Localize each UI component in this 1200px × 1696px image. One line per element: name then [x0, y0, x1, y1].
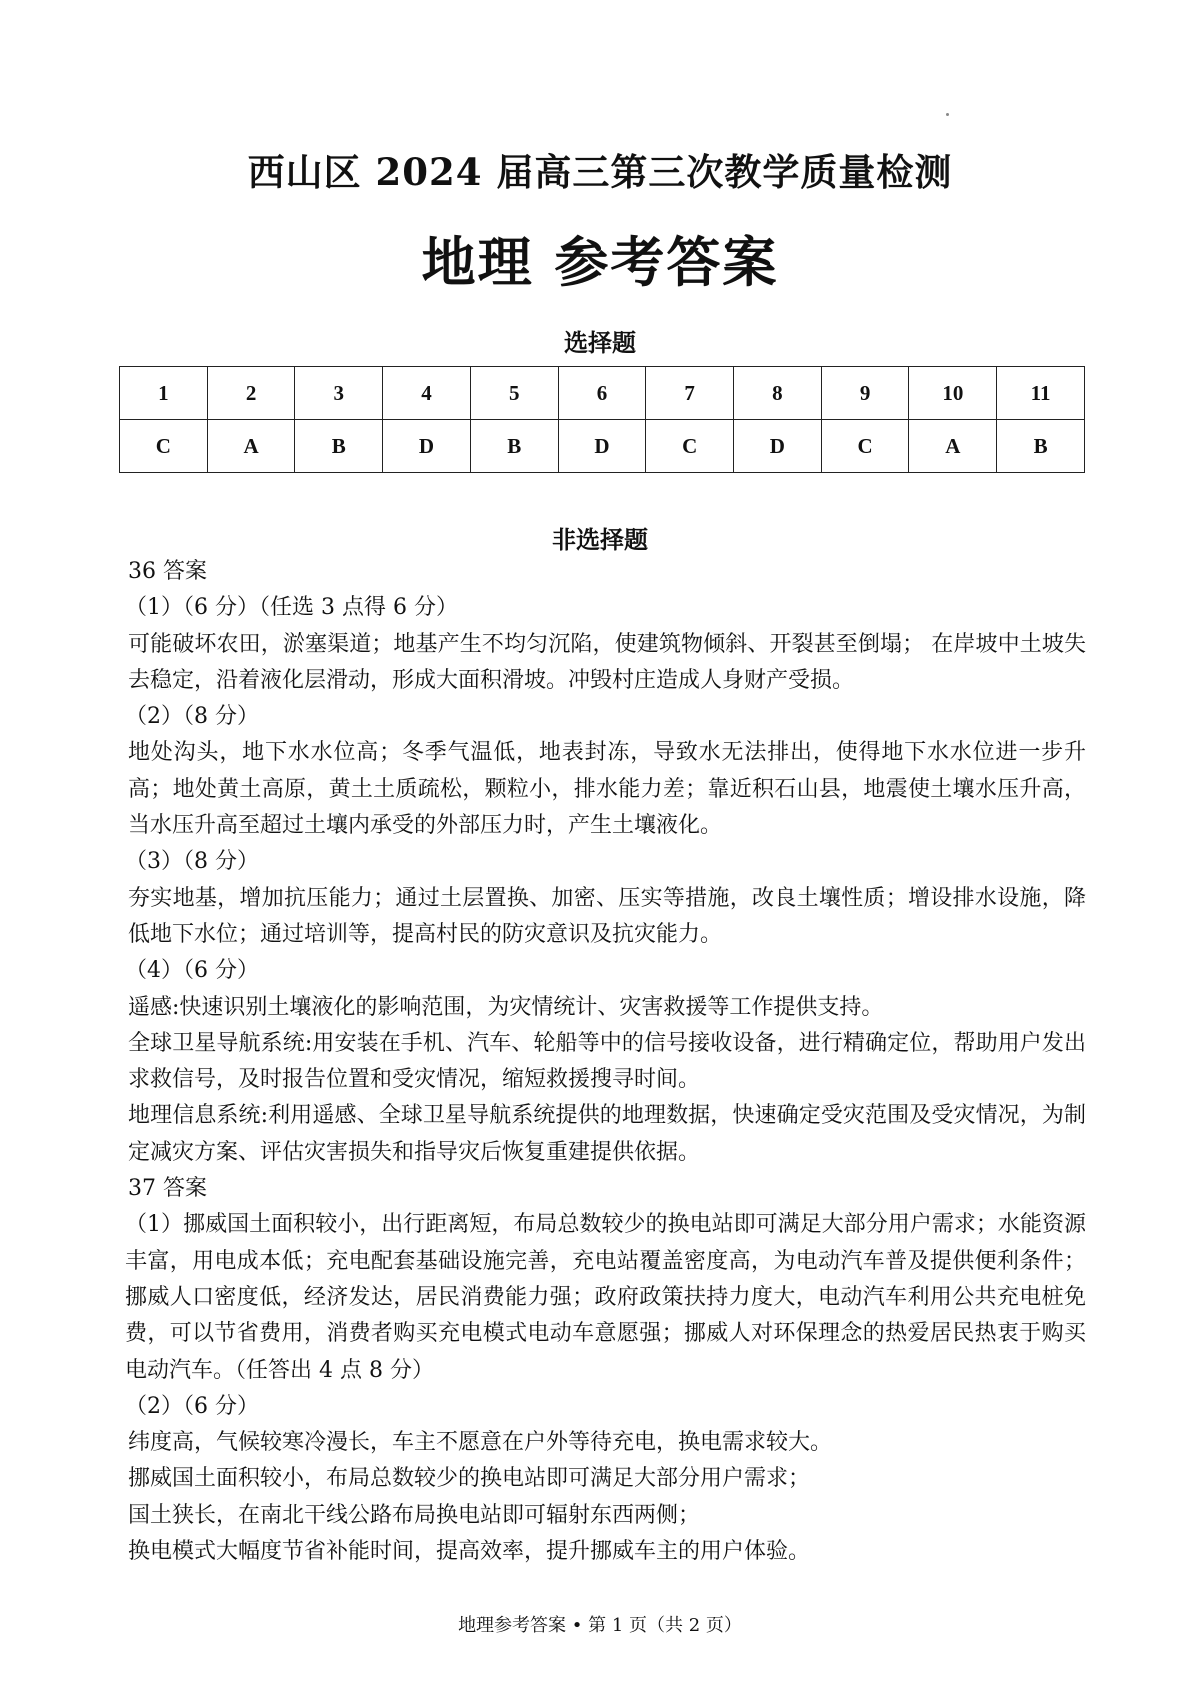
answer-cell: C — [646, 420, 734, 473]
exam-title: 西山区 2024 届高三第三次教学质量检测 — [247, 150, 953, 194]
answer-cell: C — [821, 420, 909, 473]
answer-cell: A — [909, 420, 997, 473]
answer-cell: A — [207, 420, 295, 473]
answer-cell: D — [734, 420, 822, 473]
answer-paragraph: 可能破坏农田，淤塞渠道；地基产生不均匀沉陷，使建筑物倾斜、开裂甚至倒塌； 在岸坡中土坡失去稳定，沿着液化层滑动，形成大面积滑坡。冲毁村庄造成人身财产受损。 — [128, 631, 1086, 693]
answer-paragraph: 遥感:快速识别土壤液化的影响范围，为灾情统计、灾害救援等工作提供支持。 — [128, 994, 884, 1020]
sub-question-heading: （1）（6 分）（任选 3 点得 6 分） — [125, 595, 458, 621]
question-number: 4 — [383, 367, 471, 420]
answer-paragraph: 地理信息系统:利用遥感、全球卫星导航系统提供的地理数据，快速确定受灾范围及受灾情况，为制定减灾方案、评估灾害损失和指导灾后恢复重建提供依据。 — [128, 1103, 1086, 1165]
multiple-choice-answer-table — [119, 366, 1085, 473]
sub-question-heading: （2）（6 分） — [125, 1393, 259, 1419]
answer-paragraph: 国土狭长，在南北干线公路布局换电站即可辐射东西两侧； — [128, 1502, 701, 1528]
answer-cell: D — [558, 420, 646, 473]
question-number: 5 — [470, 367, 558, 420]
question-number-row — [120, 367, 1085, 420]
page-footer: 地理参考答案 • 第 1 页（共 2 页） — [458, 1615, 742, 1636]
question-heading: 37 答案 — [128, 1176, 207, 1202]
subject-title: 地理 参考答案 — [421, 230, 779, 294]
question-number: 1 — [120, 367, 208, 420]
answer-cell: B — [997, 420, 1085, 473]
answer-paragraph: 地处沟头，地下水水位高；冬季气温低，地表封冻，导致水无法排出，使得地下水水位进一步升高；地处黄土高原，黄土土质疏松，颗粒小，排水能力差；靠近积石山县，地震使土壤水压升高，当水压升高至超过土壤内承受的外部压力时，产生土壤液化。 — [128, 740, 1086, 839]
question-number: 6 — [558, 367, 646, 420]
sub-question-heading: （2）（8 分） — [125, 704, 259, 730]
question-number: 7 — [646, 367, 734, 420]
answer-cell: D — [383, 420, 471, 473]
answer-cell: B — [470, 420, 558, 473]
question-number: 11 — [997, 367, 1085, 420]
answer-row — [120, 420, 1085, 473]
question-number: 10 — [909, 367, 997, 420]
answer-cell: C — [120, 420, 208, 473]
answer-content — [125, 554, 1086, 1570]
question-number: 2 — [207, 367, 295, 420]
question-number: 3 — [295, 367, 383, 420]
answer-cell: B — [295, 420, 383, 473]
question-number: 9 — [821, 367, 909, 420]
answer-paragraph: 全球卫星导航系统:用安装在手机、汽车、轮船等中的信号接收设备，进行精确定位，帮助用户发出求救信号，及时报告位置和受灾情况，缩短救援搜寻时间。 — [128, 1030, 1086, 1093]
non-multiple-choice-section-title: 非选择题 — [552, 526, 648, 554]
scan-speck — [946, 113, 949, 116]
answer-paragraph: （1）挪威国土面积较小，出行距离短，布局总数较少的换电站即可满足大部分用户需求；水能资源丰富，用电成本低；充电配套基础设施完善，充电站覆盖密度高，为电动汽车普及提供便利条件；挪威人口密度低，经济发达，居民消费能力强；政府政策扶持力度大，电动汽车利用公共充电桩免费，可以节省费用，消费者购买充电模式电动车意愿强；挪威人对环保理念的热爱居民热衷于购买电动汽车。（任答出 4 点 8 分） — [125, 1212, 1086, 1383]
question-heading: 36 答案 — [128, 559, 207, 584]
answer-paragraph: 纬度高，气候较寒冷漫长，车主不愿意在户外等待充电，换电需求较大。 — [128, 1430, 833, 1456]
answer-paragraph: 挪威国土面积较小，布局总数较少的换电站即可满足大部分用户需求； — [128, 1466, 811, 1492]
sub-question-heading: （3）（8 分） — [125, 849, 259, 875]
sub-question-heading: （4）（6 分） — [125, 958, 259, 984]
question-number: 8 — [734, 367, 822, 420]
answer-paragraph: 夯实地基，增加抗压能力；通过土层置换、加密、压实等措施，改良土壤性质；增设排水设施，降低地下水位；通过培训等，提高村民的防灾意识及抗灾能力。 — [128, 885, 1086, 947]
answer-paragraph: 换电模式大幅度节省补能时间，提高效率，提升挪威车主的用户体验。 — [128, 1539, 811, 1565]
multiple-choice-section-title: 选择题 — [564, 329, 636, 357]
